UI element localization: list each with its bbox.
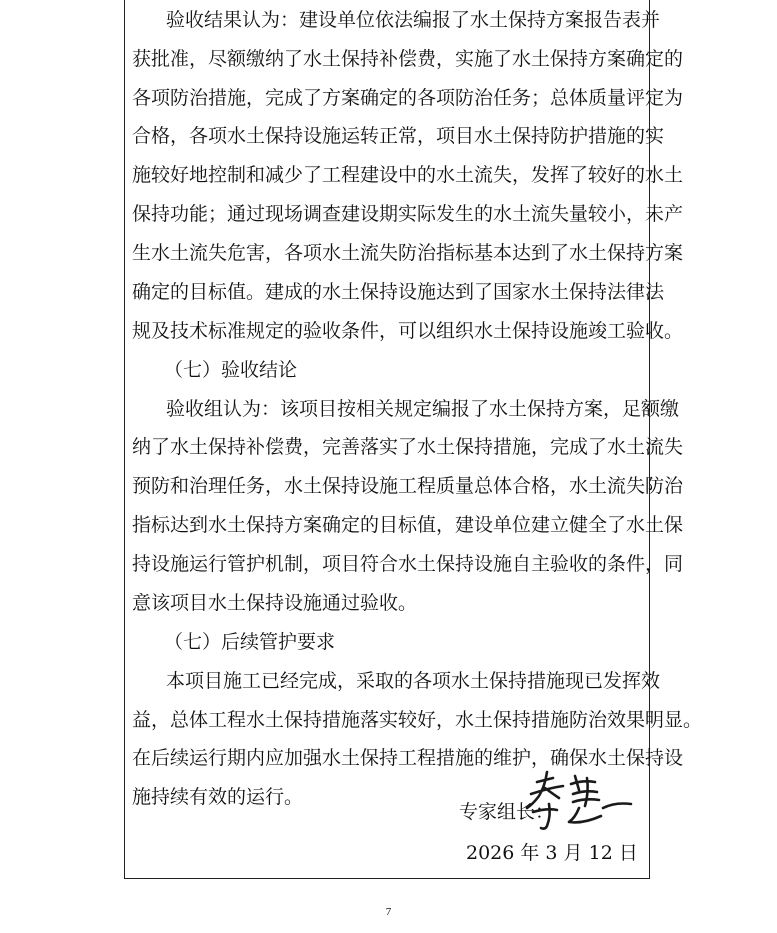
para1-line-5: 施较好地控制和减少了工程建设中的水土流失，发挥了较好的水土 xyxy=(132,164,684,186)
para1-line-6: 保持功能；通过现场调查建设期实际发生的水土流失量较小，未产 xyxy=(132,203,684,225)
para1-line-4: 合格，各项水土保持设施运转正常，项目水土保持防护措施的实 xyxy=(132,125,665,147)
para1-line-2: 获批准，尽额缴纳了水土保持补偿费，实施了水土保持方案确定的 xyxy=(132,48,684,70)
para3-line-4: 施持续有效的运行。 xyxy=(132,786,304,808)
section-heading-acceptance-conclusion: （七）验收结论 xyxy=(164,359,298,381)
para1-line-1: 验收结果认为：建设单位依法编报了水土保持方案报告表并 xyxy=(166,9,661,31)
para2-line-3: 预防和治理任务，水土保持设施工程质量总体合格，水土流失防治 xyxy=(132,475,684,497)
para2-line-5: 持设施运行管护机制，项目符合水土保持设施自主验收的条件，同 xyxy=(132,553,684,575)
para2-line-4: 指标达到水土保持方案确定的目标值，建设单位建立健全了水土保 xyxy=(132,514,684,536)
para1-line-9: 规及技术标准规定的验收条件，可以组织水土保持设施竣工验收。 xyxy=(132,320,684,342)
para2-line-2: 纳了水土保持补偿费，完善落实了水土保持措施，完成了水土流失 xyxy=(132,436,684,458)
para1-line-8: 确定的目标值。建成的水土保持设施达到了国家水土保持法律法 xyxy=(132,281,665,303)
section-heading-follow-up-maintenance: （七）后续管护要求 xyxy=(164,631,336,653)
para2-line-6: 意该项目水土保持设施通过验收。 xyxy=(132,592,418,614)
para3-line-1: 本项目施工已经完成，采取的各项水土保持措施现已发挥效 xyxy=(166,670,661,692)
para3-line-2: 益，总体工程水土保持措施落实较好，水土保持措施防治效果明显。 xyxy=(132,709,703,731)
para1-line-7: 生水土流失危害，各项水土流失防治指标基本达到了水土保持方案 xyxy=(132,242,684,264)
para1-line-3: 各项防治措施，完成了方案确定的各项防治任务；总体质量评定为 xyxy=(132,87,684,109)
handwritten-signature xyxy=(523,768,633,838)
para2-line-1: 验收组认为：该项目按相关规定编报了水土保持方案，足额缴 xyxy=(166,398,680,420)
para3-line-3: 在后续运行期内应加强水土保持工程措施的维护，确保水土保持设 xyxy=(132,747,684,769)
signature-date: 2026 年 3 月 12 日 xyxy=(466,842,638,864)
signature-label: 专家组长： xyxy=(459,801,555,823)
page-number: 7 xyxy=(385,906,392,918)
